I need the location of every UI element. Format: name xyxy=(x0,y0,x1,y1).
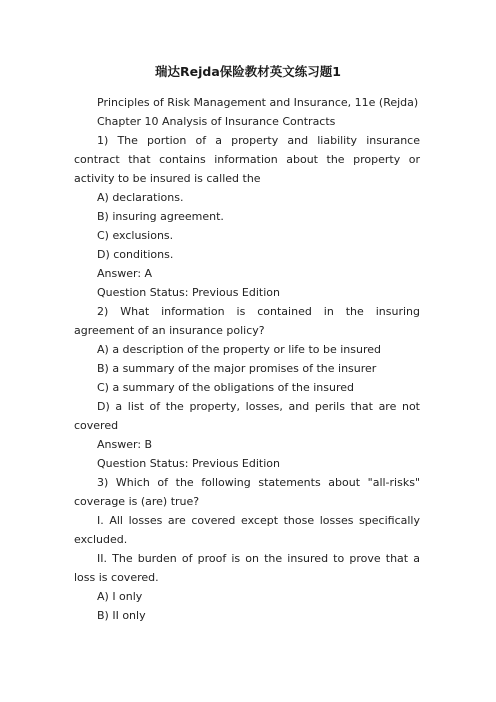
question-2-option-b: B) a summary of the major promises of the insurer xyxy=(97,362,377,375)
question-3-option-b: B) II only xyxy=(97,609,146,622)
question-2-status: Question Status: Previous Edition xyxy=(97,457,280,470)
book-title-line: Principles of Risk Management and Insurance, 11e (Rejda) xyxy=(97,96,419,109)
question-1-option-b: B) insuring agreement. xyxy=(97,210,224,223)
document-title: 瑞达Rejda保险教材英文练习题1 xyxy=(155,64,341,79)
question-2-stem: 2) What information is contained in the insuring agreement of an insurance policy? xyxy=(74,305,420,337)
chapter-line: Chapter 10 Analysis of Insurance Contracts xyxy=(97,115,336,128)
question-3-option-a: A) I only xyxy=(97,590,143,603)
question-3-stem: 3) Which of the following statements about "all-risks" coverage is (are) true? xyxy=(74,476,420,508)
question-1-option-d: D) conditions. xyxy=(97,248,174,261)
question-1-option-a: A) declarations. xyxy=(97,191,184,204)
question-3-statement-2: II. The burden of proof is on the insured to prove that a loss is covered. xyxy=(74,552,420,584)
question-1-option-c: C) exclusions. xyxy=(97,229,174,242)
question-2-option-a: A) a description of the property or life to be insured xyxy=(97,343,381,356)
question-2-option-d: D) a list of the property, losses, and perils that are not covered xyxy=(74,400,420,432)
question-3-statement-1: I. All losses are covered except those losses specifically excluded. xyxy=(74,514,420,546)
question-1-status: Question Status: Previous Edition xyxy=(97,286,280,299)
question-2-answer: Answer: B xyxy=(97,438,153,451)
document-body xyxy=(74,93,420,625)
question-1-stem: 1) The portion of a property and liability insurance contract that contains information about the property or activity to be insured is called the xyxy=(74,134,420,185)
question-2-option-c: C) a summary of the obligations of the insured xyxy=(97,381,355,394)
question-1-answer: Answer: A xyxy=(97,267,153,280)
